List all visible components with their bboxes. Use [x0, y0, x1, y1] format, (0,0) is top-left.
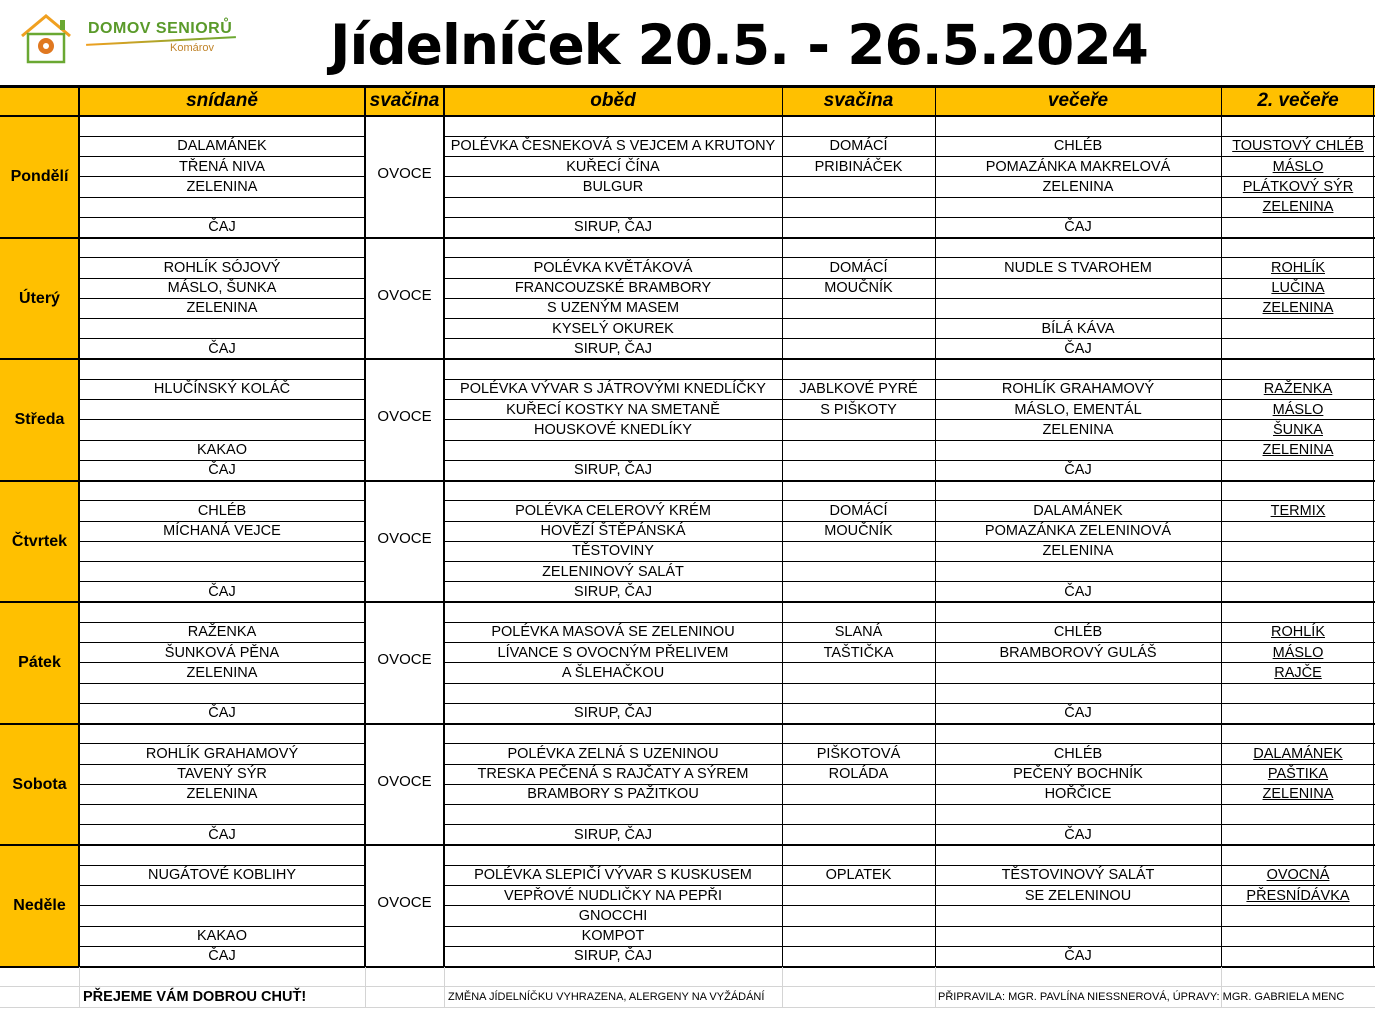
- grid-line: [444, 257, 1375, 258]
- grid-line: [79, 885, 365, 886]
- menu-item: ČAJ: [1064, 462, 1092, 479]
- grid-line: [79, 926, 365, 927]
- menu-item: ZELENINA: [1262, 199, 1334, 215]
- grid-line: [444, 662, 1375, 663]
- grid-line: [444, 905, 1375, 906]
- grid-line: [79, 561, 365, 562]
- menu-item: KAKAO: [197, 928, 247, 944]
- menu-item: POLÉVKA CELEROVÝ KRÉM: [515, 502, 711, 519]
- menu-item: RAŽENKA: [1263, 381, 1333, 398]
- grid-line: [444, 642, 1375, 643]
- grid-line: [444, 500, 1375, 501]
- menu-item: POLÉVKA ZELNÁ S UZENINOU: [507, 745, 719, 762]
- menu-item: ČAJ: [208, 462, 236, 479]
- menu-item: BULGUR: [582, 178, 644, 195]
- logo-name: DOMOV SENIORŮ: [88, 20, 233, 37]
- menu-item: NUDLE S TVAROHEM: [1004, 259, 1152, 276]
- menu-item: POLÉVKA ČESNEKOVÁ S VEJCEM A KRUTONY: [450, 138, 776, 155]
- menu-item: PAŠTIKA: [1267, 766, 1329, 782]
- grid-line: [444, 581, 1375, 582]
- grid-line: [1373, 86, 1374, 967]
- menu-item: TŘENÁ NIVA: [179, 158, 265, 175]
- snack-fruit: OVOCE: [377, 894, 432, 911]
- menu-item: ZELENINA: [186, 786, 258, 803]
- menu-item: POLÉVKA KVĚTÁKOVÁ: [533, 259, 693, 276]
- grid-line: [444, 865, 1375, 866]
- menu-item: SLANÁ: [834, 624, 883, 641]
- day-name: Úterý: [0, 238, 79, 360]
- menu-item: CHLÉB: [1053, 624, 1103, 641]
- menu-item: CHLÉB: [197, 502, 247, 519]
- menu-item: ČAJ: [1064, 219, 1092, 236]
- menu-item: ČAJ: [1064, 948, 1092, 965]
- grid-line: [0, 966, 1375, 968]
- grid-line: [444, 156, 1375, 157]
- grid-line: [444, 743, 1375, 744]
- day-name: Pátek: [0, 602, 79, 724]
- menu-item: ČAJ: [1064, 340, 1092, 357]
- menu-item: ZELENINA: [186, 178, 258, 195]
- grid-line: [444, 176, 1375, 177]
- grid-line: [79, 379, 365, 380]
- menu-item: POLÉVKA SLEPIČÍ VÝVAR S KUSKUSEM: [474, 867, 752, 884]
- grid-line: [79, 217, 365, 218]
- menu-item: CHLÉB: [1053, 745, 1103, 762]
- grid-line: [79, 318, 365, 319]
- snack-fruit: OVOCE: [377, 529, 432, 547]
- menu-item: MÁSLO: [1272, 644, 1324, 661]
- menu-item: SIRUP, ČAJ: [574, 583, 652, 600]
- grid-line: [443, 86, 445, 967]
- menu-item: KOMPOT: [581, 928, 645, 944]
- grid-line: [0, 480, 1375, 482]
- menu-item: TĚSTOVINOVÝ SALÁT: [1001, 867, 1155, 884]
- menu-item: PEČENÝ BOCHNÍK: [1013, 766, 1143, 782]
- page-header: [0, 0, 1375, 84]
- grid-line: [782, 86, 783, 967]
- menu-item: KYSELÝ OKUREK: [552, 320, 674, 337]
- grid-line: [79, 743, 365, 744]
- menu-item: DOMÁCÍ: [829, 259, 888, 276]
- grid-line: [79, 703, 365, 704]
- menu-item: RAŽENKA: [187, 624, 257, 641]
- grid-line: [79, 136, 365, 137]
- menu-item: TĚSTOVINY: [572, 543, 654, 560]
- grid-line: [0, 85, 1375, 88]
- menu-item: SIRUP, ČAJ: [574, 219, 652, 236]
- grid-line: [79, 460, 365, 461]
- menu-item: BÍLÁ KÁVA: [1041, 320, 1115, 337]
- grid-line: [79, 784, 365, 785]
- grid-line: [78, 86, 80, 967]
- menu-item: ZELENINA: [186, 664, 258, 681]
- menu-item: ROHLÍK SÓJOVÝ: [163, 259, 281, 276]
- day-name: Středa: [0, 359, 79, 481]
- menu-item: BRAMBORY S PAŽITKOU: [527, 786, 699, 803]
- grid-line: [79, 399, 365, 400]
- menu-item: ŠUNKOVÁ PĚNA: [164, 644, 280, 661]
- menu-item: KUŘECÍ ČÍNA: [566, 158, 660, 175]
- grid-line: [79, 865, 365, 866]
- footer-wish: PŘEJEME VÁM DOBROU CHUŤ!: [83, 988, 307, 1005]
- grid-line: [444, 399, 1375, 400]
- menu-item: TERMIX: [1270, 502, 1326, 519]
- column-header-dinner: večeře: [935, 86, 1221, 116]
- grid-line: [79, 197, 365, 198]
- menu-item: OVOCNÁ: [1266, 867, 1330, 884]
- grid-line: [79, 257, 365, 258]
- grid-line: [444, 622, 1375, 623]
- menu-item: MÁSLO, ŠUNKA: [167, 280, 277, 296]
- menu-item: ŠUNKA: [1273, 421, 1323, 438]
- grid-line: [444, 784, 1375, 785]
- menu-item: MÁSLO, EMENTÁL: [1014, 401, 1142, 418]
- menu-item: TAVENÝ SÝR: [177, 766, 267, 782]
- column-header-lunch: oběd: [444, 86, 782, 116]
- menu-item: DALAMÁNEK: [177, 138, 267, 155]
- grid-line: [444, 683, 1375, 684]
- snack-fruit: OVOCE: [377, 286, 432, 304]
- grid-line: [79, 419, 365, 420]
- column-header-snack2: svačina: [782, 86, 935, 116]
- menu-item: SIRUP, ČAJ: [574, 705, 652, 722]
- house-icon: [18, 12, 74, 66]
- logo-place: Komárov: [170, 42, 215, 54]
- grid-line: [444, 703, 1375, 704]
- menu-item: PLÁTKOVÝ SÝR: [1242, 178, 1354, 195]
- day-name: Čtvrtek: [0, 481, 79, 603]
- menu-item: FRANCOUZSKÉ BRAMBORY: [514, 280, 712, 296]
- menu-item: S UZENÝM MASEM: [546, 300, 680, 317]
- grid-line: [79, 156, 365, 157]
- menu-item: DALAMÁNEK: [1253, 745, 1343, 762]
- logo: [18, 12, 258, 68]
- grid-line: [79, 642, 365, 643]
- menu-item: POMAZÁNKA ZELENINOVÁ: [984, 523, 1172, 539]
- menu-item: ČAJ: [208, 340, 236, 357]
- menu-item: ROHLÍK GRAHAMOVÝ: [1001, 381, 1155, 398]
- grid-line: [444, 541, 1375, 542]
- menu-item: MOUČNÍK: [824, 523, 893, 539]
- menu-item: ROHLÍK GRAHAMOVÝ: [145, 745, 299, 762]
- grid-line: [444, 460, 1375, 461]
- grid-line: [935, 967, 936, 1008]
- grid-line: [444, 946, 1375, 947]
- menu-item: NUGÁTOVÉ KOBLIHY: [148, 867, 296, 884]
- grid-line: [79, 967, 80, 1008]
- grid-line: [0, 237, 1375, 239]
- menu-item: SIRUP, ČAJ: [574, 340, 652, 357]
- menu-item: TOUSTOVÝ CHLÉB: [1232, 138, 1364, 155]
- menu-item: ROHLÍK: [1271, 259, 1325, 276]
- menu-item: DOMÁCÍ: [829, 502, 888, 519]
- menu-table: [0, 84, 1375, 1009]
- column-header-dinner2: 2. večeře: [1221, 86, 1375, 116]
- menu-item: BRAMBOROVÝ GULÁŠ: [999, 644, 1157, 661]
- menu-item: ZELENINOVÝ SALÁT: [542, 563, 684, 580]
- menu-item: MÁSLO: [1272, 401, 1324, 418]
- menu-item: DALAMÁNEK: [1033, 502, 1123, 519]
- grid-line: [444, 318, 1375, 319]
- menu-item: CHLÉB: [1053, 138, 1103, 155]
- menu-item: POMAZÁNKA MAKRELOVÁ: [985, 158, 1171, 175]
- grid-line: [444, 338, 1375, 339]
- grid-line: [444, 561, 1375, 562]
- grid-line: [364, 86, 366, 967]
- menu-item: SIRUP, ČAJ: [574, 948, 652, 965]
- menu-item: SIRUP, ČAJ: [574, 462, 652, 479]
- menu-item: ČAJ: [208, 219, 236, 236]
- grid-line: [444, 804, 1375, 805]
- menu-item: PIŠKOTOVÁ: [816, 745, 901, 762]
- menu-item: KUŘECÍ KOSTKY NA SMETANĚ: [506, 401, 720, 418]
- grid-line: [0, 601, 1375, 603]
- menu-item: ZELENINA: [1042, 178, 1114, 195]
- grid-line: [79, 176, 365, 177]
- grid-line: [79, 541, 365, 542]
- grid-line: [935, 86, 936, 967]
- menu-item: ZELENINA: [1262, 300, 1334, 317]
- grid-line: [79, 622, 365, 623]
- menu-item: PŘESNÍDÁVKA: [1246, 887, 1350, 904]
- snack-fruit: OVOCE: [377, 408, 432, 425]
- page-title: Jídelníček 20.5. - 26.5.2024: [330, 13, 1148, 77]
- menu-item: A ŠLEHAČKOU: [561, 664, 665, 681]
- grid-line: [1221, 86, 1222, 967]
- grid-line: [79, 581, 365, 582]
- grid-line: [0, 358, 1375, 360]
- grid-line: [444, 278, 1375, 279]
- menu-item: HOUSKOVÉ KNEDLÍKY: [534, 421, 692, 438]
- menu-item: KAKAO: [197, 442, 247, 458]
- grid-line: [0, 723, 1375, 725]
- menu-item: SIRUP, ČAJ: [574, 826, 652, 843]
- menu-item: ČAJ: [208, 826, 236, 843]
- snack-fruit: OVOCE: [377, 772, 432, 790]
- grid-line: [444, 379, 1375, 380]
- menu-item: GNOCCHI: [578, 907, 648, 924]
- menu-item: LUČINA: [1271, 280, 1325, 296]
- grid-line: [79, 804, 365, 805]
- menu-item: ČAJ: [208, 705, 236, 722]
- grid-line: [79, 440, 365, 441]
- menu-item: ČAJ: [1064, 705, 1092, 722]
- grid-line: [79, 298, 365, 299]
- menu-item: ZELENINA: [1042, 543, 1114, 560]
- grid-line: [444, 298, 1375, 299]
- grid-line: [0, 844, 1375, 846]
- menu-item: RAJČE: [1274, 664, 1322, 681]
- snack-fruit: OVOCE: [377, 651, 432, 668]
- menu-item: POLÉVKA MASOVÁ SE ZELENINOU: [491, 624, 735, 641]
- grid-line: [444, 926, 1375, 927]
- grid-line: [79, 500, 365, 501]
- menu-item: PRIBINÁČEK: [814, 158, 903, 175]
- menu-item: TAŠTIČKA: [823, 644, 894, 661]
- grid-line: [444, 521, 1375, 522]
- menu-item: HOŘČICE: [1044, 786, 1112, 803]
- grid-line: [444, 136, 1375, 137]
- menu-item: VEPŘOVÉ NUDLIČKY NA PEPŘI: [503, 887, 723, 904]
- day-name: Sobota: [0, 724, 79, 846]
- column-header-breakfast: snídaně: [79, 86, 365, 116]
- menu-item: POLÉVKA VÝVAR S JÁTROVÝMI KNEDLÍČKY: [460, 381, 766, 398]
- menu-item: ZELENINA: [1042, 421, 1114, 438]
- column-header-snack1: svačina: [365, 86, 444, 116]
- menu-item: ČAJ: [1064, 583, 1092, 600]
- menu-item: SE ZELENINOU: [1024, 887, 1132, 904]
- menu-item: ROHLÍK: [1271, 624, 1325, 641]
- menu-item: DOMÁCÍ: [829, 138, 888, 155]
- menu-item: MÁSLO: [1272, 158, 1324, 175]
- menu-item: ZELENINA: [186, 300, 258, 317]
- menu-item: LÍVANCE S OVOCNÝM PŘELIVEM: [497, 644, 729, 661]
- day-name: Pondělí: [0, 116, 79, 238]
- grid-line: [444, 885, 1375, 886]
- grid-line: [79, 764, 365, 765]
- menu-item: TRESKA PEČENÁ S RAJČATY A SÝREM: [477, 766, 749, 782]
- footer-note: ZMĚNA JÍDELNÍČKU VYHRAZENA, ALERGENY NA VYŽÁDÁNÍ: [448, 990, 765, 1003]
- menu-item: S PIŠKOTY: [820, 401, 897, 418]
- menu-item: OPLATEK: [825, 867, 892, 884]
- grid-line: [79, 338, 365, 339]
- menu-item: ČAJ: [1064, 826, 1092, 843]
- menu-item: HLUČÍNSKÝ KOLÁČ: [153, 381, 291, 398]
- grid-line: [79, 521, 365, 522]
- grid-line: [444, 824, 1375, 825]
- grid-line: [444, 440, 1375, 441]
- grid-line: [79, 683, 365, 684]
- menu-item: ZELENINA: [1262, 442, 1334, 458]
- grid-line: [444, 419, 1375, 420]
- day-name: Neděle: [0, 845, 79, 967]
- menu-item: HOVĚZÍ ŠTĚPÁNSKÁ: [540, 523, 686, 539]
- grid-line: [444, 217, 1375, 218]
- menu-item: MÍCHANÁ VEJCE: [163, 523, 281, 539]
- footer-credits: PŘIPRAVILA: MGR. PAVLÍNA NIESSNEROVÁ, ÚPRAVY: MGR. GABRIELA MENC: [938, 990, 1345, 1003]
- menu-item: JABLKOVÉ PYRÉ: [799, 381, 918, 398]
- header-corner: [0, 86, 79, 116]
- grid-line: [79, 662, 365, 663]
- menu-item: ZELENINA: [1262, 786, 1334, 803]
- snack-fruit: OVOCE: [377, 165, 432, 182]
- menu-item: ČAJ: [208, 583, 236, 600]
- menu-item: ČAJ: [208, 948, 236, 965]
- grid-line: [79, 824, 365, 825]
- grid-line: [79, 905, 365, 906]
- grid-line: [79, 278, 365, 279]
- grid-line: [79, 946, 365, 947]
- grid-line: [444, 764, 1375, 765]
- menu-item: MOUČNÍK: [824, 280, 893, 296]
- grid-line: [0, 115, 1375, 117]
- grid-line: [444, 197, 1375, 198]
- menu-item: ROLÁDA: [828, 766, 889, 782]
